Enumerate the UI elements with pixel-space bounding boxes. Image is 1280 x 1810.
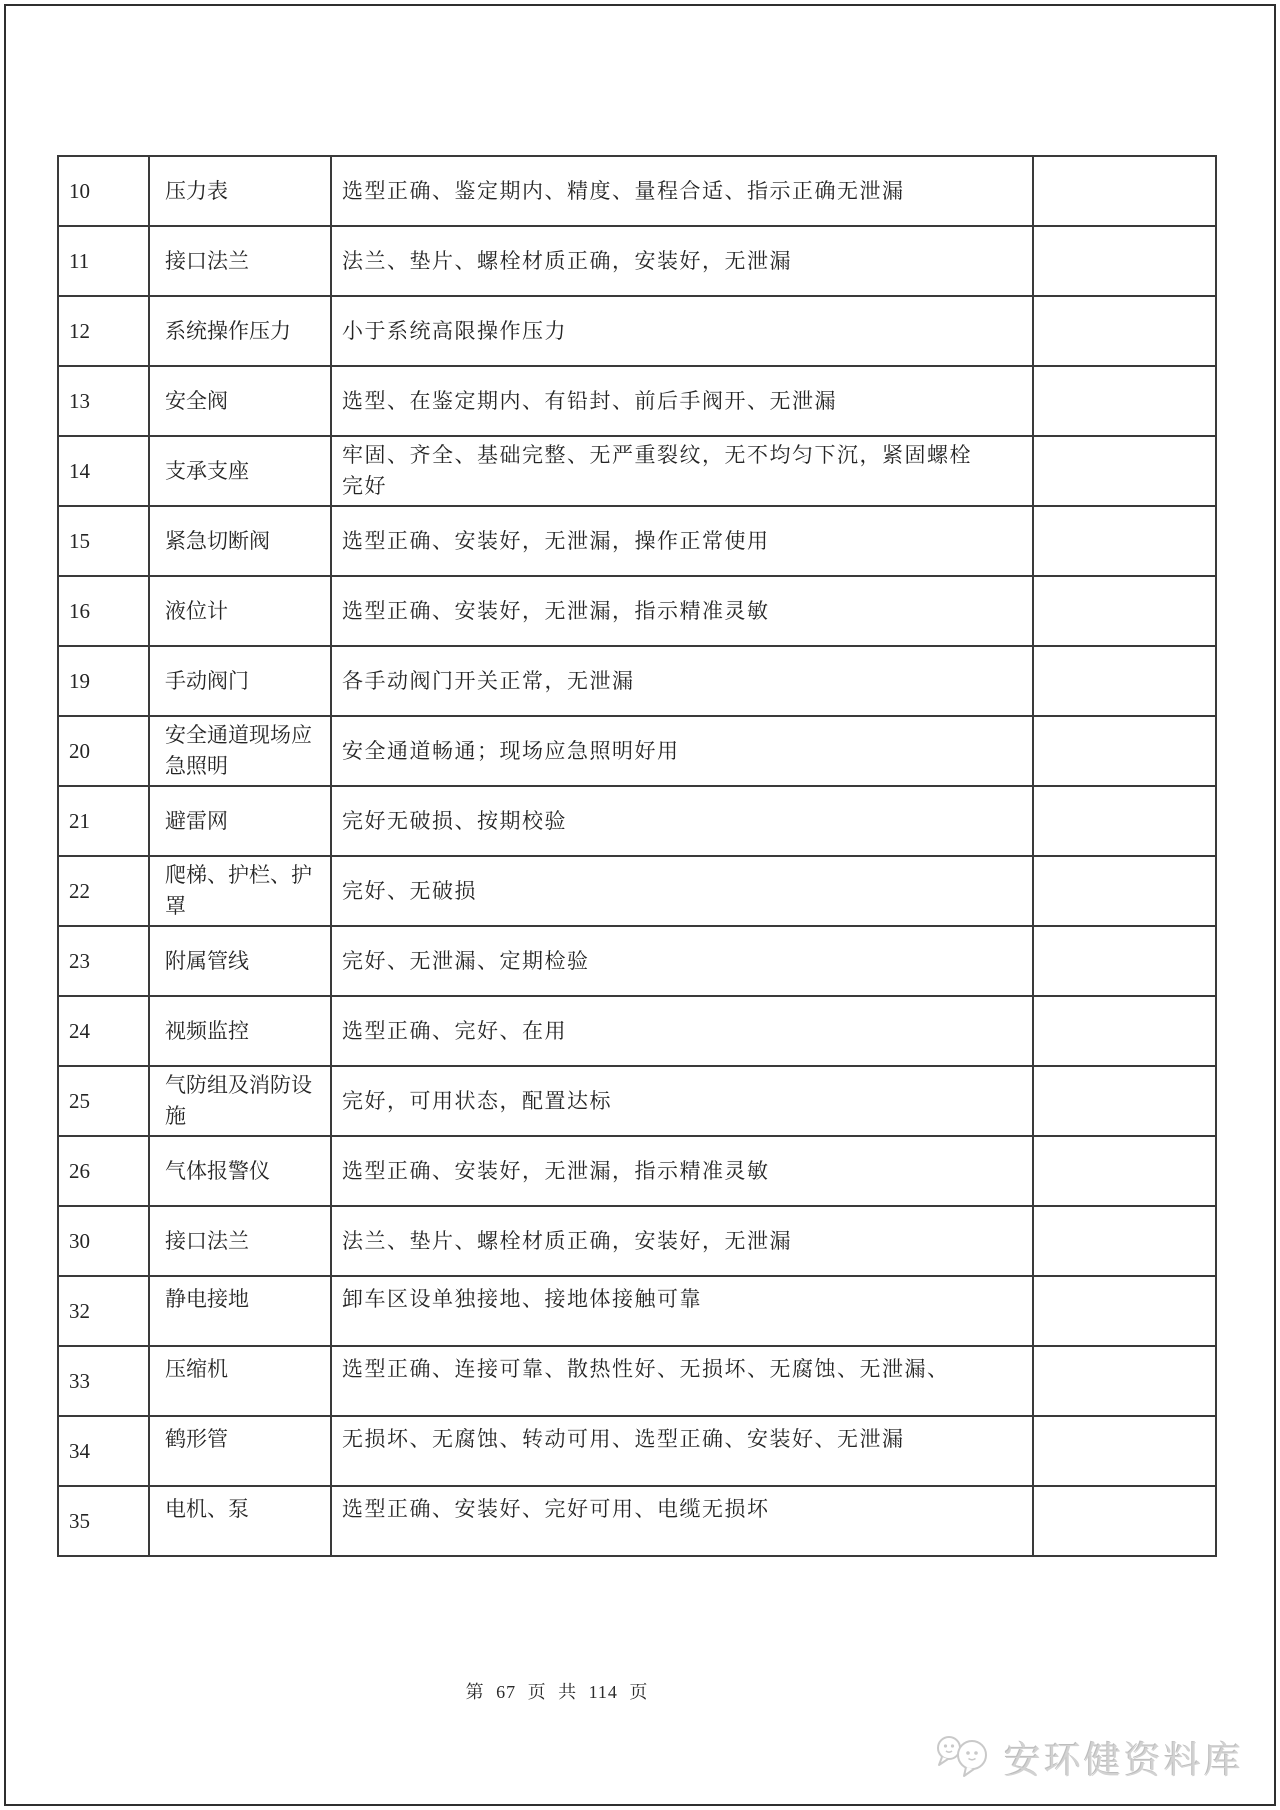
row-number-cell: 25: [58, 1066, 149, 1136]
item-requirement-cell: 选型正确、安装好、完好可用、电缆无损坏: [331, 1486, 1033, 1556]
row-number-cell: 11: [58, 226, 149, 296]
table-row: [58, 1486, 1216, 1556]
row-number-cell: 33: [58, 1346, 149, 1416]
status-empty-cell: [1033, 856, 1216, 926]
item-name-cell: 紧急切断阀: [149, 506, 331, 576]
table-row: [58, 1136, 1216, 1206]
item-requirement-cell: 卸车区设单独接地、接地体接触可靠: [331, 1276, 1033, 1346]
item-name-cell: 气防组及消防设施: [149, 1066, 331, 1136]
row-number-cell: 10: [58, 156, 149, 226]
status-empty-cell: [1033, 226, 1216, 296]
table-row: [58, 366, 1216, 436]
item-requirement-cell: 牢固、齐全、基础完整、无严重裂纹，无不均匀下沉，紧固螺栓完好: [331, 436, 1033, 506]
item-name-cell: 液位计: [149, 576, 331, 646]
status-empty-cell: [1033, 786, 1216, 856]
item-requirement-cell: 选型正确、安装好，无泄漏，指示精准灵敏: [331, 1136, 1033, 1206]
row-number-cell: 35: [58, 1486, 149, 1556]
status-empty-cell: [1033, 366, 1216, 436]
status-empty-cell: [1033, 156, 1216, 226]
item-name-cell: 电机、泵: [149, 1486, 331, 1556]
watermark: [932, 1730, 1244, 1784]
item-requirement-cell: 小于系统高限操作压力: [331, 296, 1033, 366]
table-row: [58, 226, 1216, 296]
item-requirement-cell: 选型正确、安装好，无泄漏，操作正常使用: [331, 506, 1033, 576]
item-name-cell: 鹤形管: [149, 1416, 331, 1486]
table-row: [58, 1206, 1216, 1276]
item-requirement-cell: 选型正确、连接可靠、散热性好、无损坏、无腐蚀、无泄漏、: [331, 1346, 1033, 1416]
status-empty-cell: [1033, 1346, 1216, 1416]
status-empty-cell: [1033, 716, 1216, 786]
status-empty-cell: [1033, 646, 1216, 716]
item-name-cell: 避雷网: [149, 786, 331, 856]
table-row: [58, 506, 1216, 576]
item-name-cell: 静电接地: [149, 1276, 331, 1346]
table-row: [58, 716, 1216, 786]
status-empty-cell: [1033, 926, 1216, 996]
row-number-cell: 13: [58, 366, 149, 436]
table-row: [58, 1066, 1216, 1136]
page-number-footer: 第 67 页 共 114 页: [465, 1682, 649, 1702]
status-empty-cell: [1033, 996, 1216, 1066]
row-number-cell: 15: [58, 506, 149, 576]
item-requirement-cell: 完好、无泄漏、定期检验: [331, 926, 1033, 996]
item-name-cell: 压缩机: [149, 1346, 331, 1416]
item-requirement-cell: 完好无破损、按期校验: [331, 786, 1033, 856]
item-requirement-cell: 安全通道畅通；现场应急照明好用: [331, 716, 1033, 786]
status-empty-cell: [1033, 576, 1216, 646]
row-number-cell: 24: [58, 996, 149, 1066]
item-name-cell: 视频监控: [149, 996, 331, 1066]
row-number-cell: 23: [58, 926, 149, 996]
inspection-checklist-table: [57, 155, 1217, 1557]
item-name-cell: 接口法兰: [149, 226, 331, 296]
status-empty-cell: [1033, 1066, 1216, 1136]
item-name-cell: 系统操作压力: [149, 296, 331, 366]
table-row: [58, 856, 1216, 926]
item-requirement-cell: 选型正确、鉴定期内、精度、量程合适、指示正确无泄漏: [331, 156, 1033, 226]
item-name-cell: 气体报警仪: [149, 1136, 331, 1206]
status-empty-cell: [1033, 1276, 1216, 1346]
watermark-brand-text: 安环健资料库: [1004, 1741, 1244, 1782]
table-row: [58, 296, 1216, 366]
row-number-cell: 19: [58, 646, 149, 716]
table-row: [58, 1416, 1216, 1486]
row-number-cell: 32: [58, 1276, 149, 1346]
table-row: [58, 436, 1216, 506]
row-number-cell: 34: [58, 1416, 149, 1486]
row-number-cell: 16: [58, 576, 149, 646]
item-requirement-cell: 选型正确、完好、在用: [331, 996, 1033, 1066]
item-requirement-cell: 法兰、垫片、螺栓材质正确，安装好，无泄漏: [331, 226, 1033, 296]
item-requirement-cell: 完好、无破损: [331, 856, 1033, 926]
item-name-cell: 手动阀门: [149, 646, 331, 716]
row-number-cell: 12: [58, 296, 149, 366]
table-row: [58, 786, 1216, 856]
item-name-cell: 压力表: [149, 156, 331, 226]
row-number-cell: 22: [58, 856, 149, 926]
status-empty-cell: [1033, 1206, 1216, 1276]
item-requirement-cell: 选型正确、安装好，无泄漏，指示精准灵敏: [331, 576, 1033, 646]
item-requirement-cell: 法兰、垫片、螺栓材质正确，安装好，无泄漏: [331, 1206, 1033, 1276]
row-number-cell: 21: [58, 786, 149, 856]
item-name-cell: 支承支座: [149, 436, 331, 506]
item-name-cell: 爬梯、护栏、护罩: [149, 856, 331, 926]
item-name-cell: 附属管线: [149, 926, 331, 996]
item-name-cell: 安全通道现场应急照明: [149, 716, 331, 786]
status-empty-cell: [1033, 1136, 1216, 1206]
item-requirement-cell: 各手动阀门开关正常，无泄漏: [331, 646, 1033, 716]
row-number-cell: 14: [58, 436, 149, 506]
status-empty-cell: [1033, 296, 1216, 366]
item-name-cell: 安全阀: [149, 366, 331, 436]
table-row: [58, 926, 1216, 996]
checklist-rows: [58, 156, 1216, 1556]
item-requirement-cell: 选型、在鉴定期内、有铅封、前后手阀开、无泄漏: [331, 366, 1033, 436]
table-row: [58, 996, 1216, 1066]
table-row: [58, 1346, 1216, 1416]
item-name-cell: 接口法兰: [149, 1206, 331, 1276]
table-row: [58, 576, 1216, 646]
table-row: [58, 156, 1216, 226]
status-empty-cell: [1033, 436, 1216, 506]
table-row: [58, 1276, 1216, 1346]
table-row: [58, 646, 1216, 716]
status-empty-cell: [1033, 1486, 1216, 1556]
item-requirement-cell: 完好，可用状态，配置达标: [331, 1066, 1033, 1136]
chat-bubbles-icon: [932, 1733, 994, 1781]
status-empty-cell: [1033, 1416, 1216, 1486]
row-number-cell: 20: [58, 716, 149, 786]
row-number-cell: 26: [58, 1136, 149, 1206]
row-number-cell: 30: [58, 1206, 149, 1276]
status-empty-cell: [1033, 506, 1216, 576]
item-requirement-cell: 无损坏、无腐蚀、转动可用、选型正确、安装好、无泄漏: [331, 1416, 1033, 1486]
